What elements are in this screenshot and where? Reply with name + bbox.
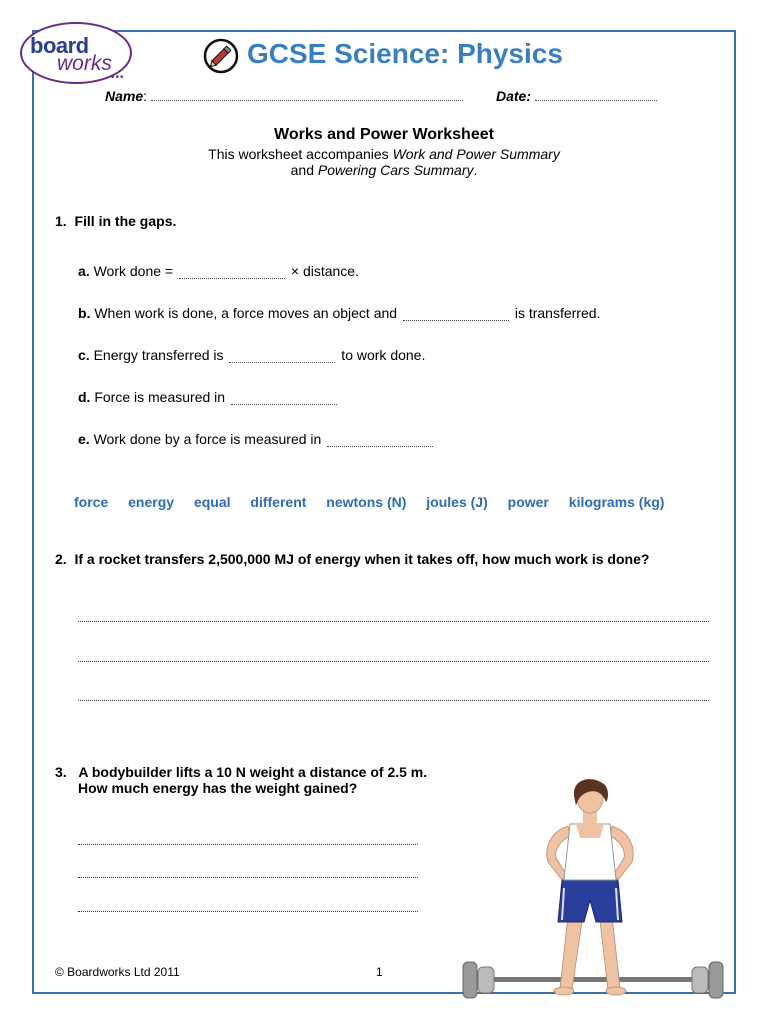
question-text: A bodybuilder lifts a 10 N weight a distance of 2.5 m. [78,764,428,780]
logo-works-text: works [57,52,112,75]
subtitle-text: This worksheet accompanies [208,146,393,162]
item-letter: c. [78,347,90,363]
subtitle-text: and [290,162,318,178]
question-number: 3. [55,764,67,780]
question-2-heading [55,551,649,567]
item-text: × distance. [286,263,359,279]
question-text: How much energy has the weight gained? [78,780,358,796]
answer-blank[interactable] [231,390,337,405]
pencil-icon [203,38,239,74]
question-1a [78,263,359,279]
item-letter: a. [78,263,90,279]
name-colon: : [143,88,148,104]
answer-line[interactable] [78,699,709,701]
header-title: GCSE Science: Physics [247,38,563,69]
name-field-row [105,88,463,104]
question-1b [78,305,600,321]
page-number: 1 [376,965,383,979]
answer-line[interactable] [78,660,709,662]
subtitle-reference: Powering Cars Summary [317,162,474,178]
item-text: When work is done, a force moves an object and [94,305,401,321]
answer-blank[interactable] [327,432,433,447]
question-1e [78,431,435,447]
worksheet-title: Works and Power Worksheet [274,126,494,143]
word-bank-item: joules (J) [426,494,488,510]
copyright-footer: © Boardworks Ltd 2011 [55,965,180,979]
word-bank-item: kilograms (kg) [568,494,665,510]
logo-dots: ••• [111,72,125,83]
answer-blank[interactable] [403,306,509,321]
item-letter: b. [78,305,91,321]
name-field[interactable] [151,88,463,101]
word-bank-item: newtons (N) [326,494,407,510]
question-text: Fill in the gaps. [74,213,177,229]
logo-board-text: board [30,33,89,58]
question-1c [78,347,425,363]
question-text: If a rocket transfers 2,500,000 MJ of energy when it takes off, how much work is done? [74,551,650,567]
word-bank-item: power [507,494,549,510]
item-text: Work done = [93,263,177,279]
item-text: Energy transferred is [93,347,228,363]
answer-line[interactable] [78,843,418,845]
word-bank [74,494,664,510]
question-1d [78,389,339,405]
question-number: 1. [55,213,67,229]
question-number: 2. [55,551,67,567]
answer-line[interactable] [78,620,709,622]
subtitle-period: . [473,162,478,178]
question-3-heading [55,764,427,796]
question-1-heading [55,213,176,229]
answer-line[interactable] [78,910,418,912]
word-bank-item: energy [128,494,175,510]
name-label: Name [105,88,144,104]
boardworks-logo [20,22,136,88]
item-text: is transferred. [510,305,601,321]
bodybuilder-illustration [458,776,728,1006]
word-bank-item: force [74,494,109,510]
word-bank-item: different [250,494,307,510]
date-label: Date: [496,88,532,104]
answer-blank[interactable] [179,264,285,279]
subtitle-reference: Work and Power Summary [392,146,560,162]
item-letter: d. [78,389,91,405]
item-text: Work done by a force is measured in [93,431,326,447]
answer-line[interactable] [78,876,418,878]
word-bank-item: equal [193,494,231,510]
item-text: Force is measured in [94,389,229,405]
item-text: to work done. [337,347,426,363]
answer-blank[interactable] [229,348,335,363]
date-field-row [496,88,657,104]
item-letter: e. [78,431,90,447]
date-field[interactable] [535,88,657,101]
worksheet-subtitle [0,146,768,178]
